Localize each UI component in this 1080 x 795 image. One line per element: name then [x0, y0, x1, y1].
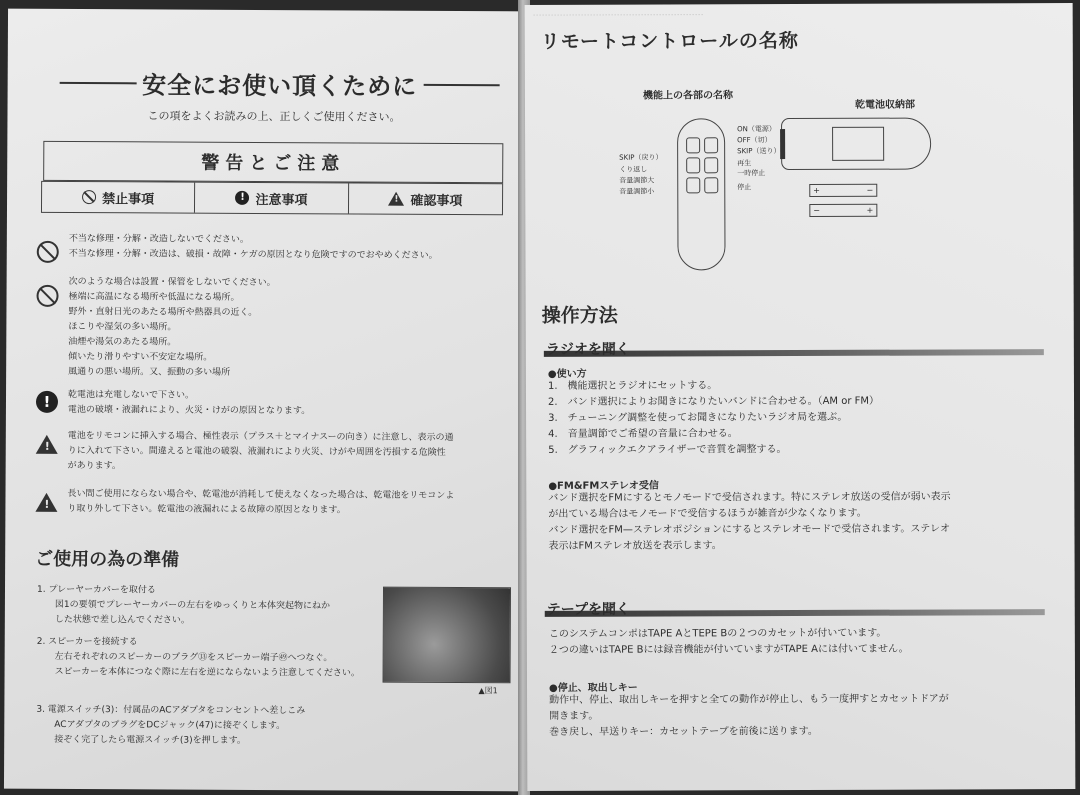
stop-line: 動作中、停止、取出しキーを押すと全ての動作が停止し、もう一度押すとカセットドアが — [549, 693, 949, 706]
right-page — [525, 3, 1076, 791]
warning-header-box: 警告とご注意 — [43, 141, 503, 183]
battery-cover-illustration — [781, 118, 931, 171]
label-skip-forward: SKIP（送り） — [737, 147, 781, 156]
ops-title: 操作方法 — [541, 304, 618, 327]
caution-bang-icon: ! — [36, 391, 58, 413]
label-volume-up: 音量調節大 — [619, 176, 655, 185]
legend-row — [41, 181, 503, 215]
label-stop: 停止 — [737, 183, 752, 192]
legend-prohibit — [42, 182, 195, 213]
note-line: りに入れて下さい。間違えると電池の破裂、液漏れにより火災、けがや周囲を汚損する危険性 — [67, 445, 446, 458]
radio-usage-title: ●使い方 — [547, 368, 587, 380]
note-line: 極端に高温になる場所や低温になる場所。 — [68, 291, 240, 303]
remote-key — [704, 177, 718, 193]
note-line: があります。 — [67, 460, 121, 472]
note-line: 風通りの悪い場所。又、振動の多い場所 — [68, 366, 231, 378]
bleed-through-text: ⋯⋯⋯⋯⋯⋯⋯⋯⋯⋯⋯⋯⋯⋯⋯⋯⋯⋯⋯ — [532, 10, 704, 21]
battery-title: 乾電池収納部 — [854, 99, 916, 111]
note-battery-polarity — [68, 429, 516, 476]
step-heading: 3. 電源スイッチ(3)：付属品のACアダプタをコンセントへ差しこみ — [36, 704, 306, 717]
title-rule-left — [60, 81, 137, 83]
legend-caution — [195, 183, 348, 214]
radio-header: ラジオを聞く — [545, 341, 630, 358]
legend-label: 確認事項 — [410, 193, 463, 209]
note-battery-charge — [68, 388, 516, 420]
stereo-line: 表示はFMステレオ放送を表示します。 — [548, 540, 722, 552]
tape-header: テープを聞く — [546, 601, 631, 618]
note-line: 不当な修理・分解・改造は、破損・故障・ケガの原因となり危険ですのでおやめください。 — [68, 248, 438, 261]
label-on: ON（電源） — [737, 125, 776, 134]
step-speaker — [37, 635, 361, 682]
note-line: 野外・直射日光のあたる場所や熱器具の近く。 — [68, 306, 258, 318]
battery-2 — [809, 204, 877, 217]
legend-label: 注意事項 — [255, 192, 308, 208]
func-title: 機能上の各部の名称 — [642, 90, 733, 102]
figure-1-photo — [383, 587, 512, 684]
battery-1 — [809, 184, 877, 197]
note-battery-removal — [67, 487, 515, 519]
tape-intro-line: ２つの違いはTAPE Bには録音機能が付いていますがTAPE Aには付いてません。 — [548, 643, 909, 656]
caution-bang-icon: ! — [236, 191, 250, 205]
stereo-line: が出ている場合はモノモードで受信するほうが雑音が少なくなります。 — [548, 507, 867, 520]
remote-key — [686, 137, 700, 153]
label-play: 再生 — [737, 159, 752, 168]
step-line: スピーカーを本体につなぐ際に左右を逆にならないよう注意してください。 — [54, 666, 360, 679]
battery-minus: − — [813, 205, 821, 215]
fm-stereo-text — [548, 489, 1048, 555]
step-line: 接ぞく完了したら電源スイッチ(3)を押します。 — [54, 734, 246, 746]
step-heading: 1. プレーヤーカバーを取付る — [36, 584, 156, 596]
radio-step: 音量調節でご希望の音量に合わせる。 — [567, 428, 738, 440]
remote-key — [704, 157, 718, 173]
prep-title: ご使用の為の準備 — [35, 548, 180, 571]
note-line: 電池をリモコンに挿入する場合、極性表示（プラス＋とマイナスーの向き）に注意し、表示の通 — [67, 430, 454, 443]
radio-step: チューニング調整を使ってお聞きになりたいラジオ局を選ぶ。 — [567, 411, 848, 424]
note-repair — [69, 232, 517, 264]
note-line: 次のような場合は設置・保管をしないでください。 — [68, 276, 276, 289]
remote-keys — [686, 137, 718, 193]
note-line: 乾電池は充電しないで下さい。 — [67, 389, 195, 401]
safety-title-text: 安全にお使い頂くために — [142, 71, 418, 101]
radio-step: バンド選択によりお聞きになりたいバンドに合わせる。（AM or FM） — [567, 395, 880, 408]
remote-title: リモートコントロールの名称 — [540, 30, 799, 53]
tape-intro-line: このシステムコンポはTAPE AとTEPE Bの２つのカセットが付いています。 — [548, 627, 887, 640]
figure-caption: ▲図1 — [478, 686, 498, 696]
stereo-line: バンド選択をFMにするとモノモードで受信されます。特にステレオ放送の受信が弱い表示 — [548, 491, 951, 504]
note-line: ほこりや湿気の多い場所。 — [68, 321, 177, 333]
step-power — [36, 703, 305, 749]
battery-minus: − — [866, 185, 874, 195]
remote-illustration — [677, 118, 726, 270]
label-volume-down: 音量調節小 — [619, 187, 655, 196]
step-cover — [37, 583, 330, 630]
warning-triangle-icon — [36, 435, 58, 454]
warning-triangle-icon — [35, 493, 57, 512]
step-line: 左右それぞれのスピーカーのプラグ⑬をスピーカー端子㊾へつなぐ。 — [54, 651, 333, 664]
stop-line: 開きます。 — [549, 710, 599, 722]
radio-step: グラフィックエクアライザーで音質を調整する。 — [567, 444, 787, 456]
battery-plus: + — [866, 205, 874, 215]
fm-stereo-title: ●FM&FMステレオ受信 — [548, 480, 659, 492]
stop-eject-title: ●停止、取出しキー — [548, 682, 638, 694]
note-placement — [68, 275, 517, 382]
step-line: した状態で差し込んでください。 — [54, 614, 190, 626]
label-pause: 一時停止 — [737, 169, 766, 178]
radio-step: 機能選択とラジオにセットする。 — [567, 380, 718, 392]
label-off: OFF（切） — [737, 136, 772, 145]
battery-plus: + — [813, 185, 820, 195]
cover-edge — [780, 129, 785, 159]
note-line: 長い間ご使用にならない場合や、乾電池が消耗して使えなくなった場合は、乾電池をリモコンよ — [67, 488, 455, 501]
label-skip-back: SKIP（戻り） — [619, 153, 663, 162]
warning-triangle-icon — [388, 192, 404, 206]
safety-title — [60, 65, 500, 102]
note-line: 電池の破壊・液漏れにより、火災・けがの原因となります。 — [67, 404, 311, 417]
step-line: 図1の要領でプレーヤーカバーの左右をゆっくりと本体突起物にねか — [54, 599, 331, 612]
tape-intro — [549, 625, 1049, 659]
remote-key — [686, 177, 700, 193]
note-line: 不当な修理・分解・改造しないでください。 — [68, 233, 249, 245]
note-line: り取り外して下さい。乾電池の液漏れによる故障の原因となります。 — [67, 503, 346, 516]
stop-line: 巻き戻し、早送りキー：カセットテープを前後に送ります。 — [549, 725, 818, 738]
legend-label: 禁止事項 — [102, 191, 155, 207]
safety-subtitle: この項をよくお読みの上、正しくご使用ください。 — [147, 109, 401, 124]
radio-steps — [548, 378, 879, 459]
legend-confirm — [349, 183, 502, 214]
label-repeat: くり返し — [619, 165, 648, 174]
remote-key — [686, 157, 700, 173]
battery-compartment — [832, 127, 884, 161]
prohibit-icon — [37, 241, 59, 263]
title-rule-right — [423, 83, 500, 85]
stop-eject-text — [549, 691, 1049, 741]
stereo-line: バンド選択をFM—ステレオポジションにするとステレオモードで受信されます。ステレオ — [548, 523, 951, 536]
prohibit-icon — [36, 285, 58, 307]
step-line: ACアダプタのプラグをDCジャック(47)に接ぞくします。 — [54, 719, 286, 732]
remote-key — [704, 137, 718, 153]
note-line: 油煙や湯気のあたる場所。 — [68, 336, 177, 348]
prohibit-icon — [82, 190, 96, 204]
step-heading: 2. スピーカーを接続する — [36, 636, 138, 648]
note-line: 傾いたり滑りやすい不安定な場所。 — [68, 351, 213, 363]
left-page — [4, 9, 524, 792]
